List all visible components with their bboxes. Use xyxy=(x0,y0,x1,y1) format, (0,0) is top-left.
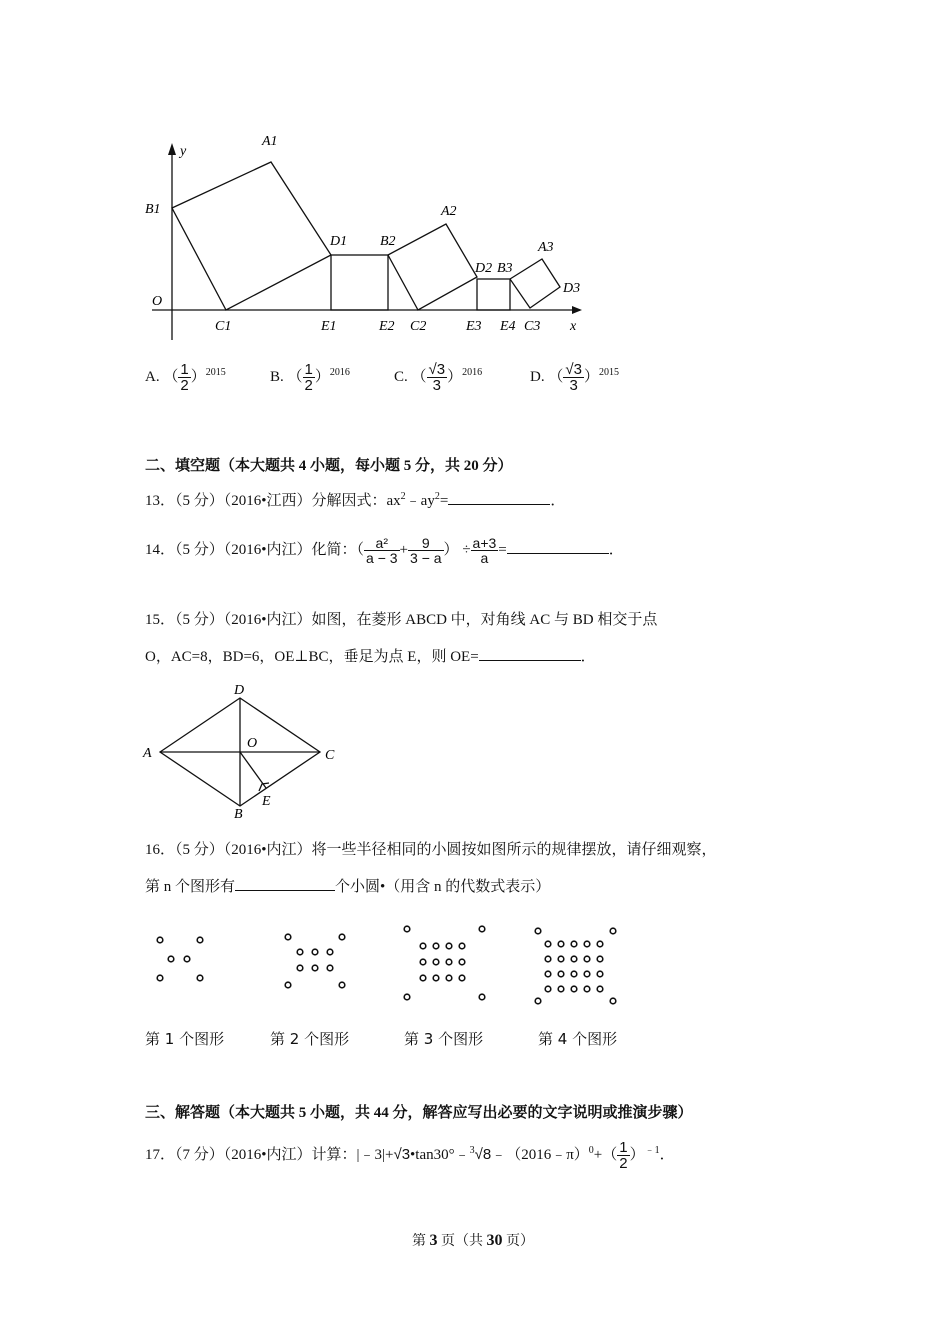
squares-figure xyxy=(140,125,600,345)
label-d3: D3 xyxy=(563,281,581,296)
question-15-line2: O，AC=8，BD=6，OE⊥BC，垂足为点 E，则 OE= ． xyxy=(145,645,596,666)
caption-2: 第 2 个图形 xyxy=(270,1030,350,1048)
label-a3: A3 xyxy=(538,240,554,255)
rhombus-figure xyxy=(138,680,348,820)
choice-b: B. （ $\frac{1}{2}$ ）$^{2016}$ xyxy=(270,361,350,394)
question-16-line2: 第 n 个图形有 个小圆•（用含 n 的代数式表示） xyxy=(145,875,550,896)
fraction: $\frac{1}{2}$ xyxy=(619,1139,628,1172)
choice-c: C. （ $\frac{√3}{3}$ ）$^{2016}$ xyxy=(394,361,483,394)
label-c3: C3 xyxy=(524,319,541,334)
label-b2: B2 xyxy=(380,234,396,249)
label-d: D xyxy=(234,683,245,698)
section-3-title: 三、解答题（本大题共 5 小题，共 44 分，解答应写出必要的文字说明或推演步骤） xyxy=(145,1105,693,1121)
label-x: x xyxy=(570,319,577,334)
choice-a: A. （ $\frac{1}{2}$ ）$^{2015}$ xyxy=(145,361,226,394)
choice-d: D. （ $\frac{√3}{3}$ ）$^{2015}$ xyxy=(530,361,619,394)
answer-blank xyxy=(448,490,550,505)
label-e3: E3 xyxy=(466,319,482,334)
label-d2: D2 xyxy=(475,261,493,276)
label-c: C xyxy=(325,748,335,763)
answer-blank xyxy=(235,876,335,891)
pattern-1 xyxy=(157,937,203,981)
fraction: $\frac{√3}{3}$ xyxy=(428,361,446,394)
label-c1: C1 xyxy=(215,319,232,334)
label-a1: A1 xyxy=(262,134,278,149)
label-e: E xyxy=(262,794,271,809)
fraction: $\frac{1}{2}$ xyxy=(304,361,313,394)
pattern-2 xyxy=(285,934,345,988)
choice-letter: D. xyxy=(530,368,545,385)
page-footer: 第 3 页（共 30 页） xyxy=(412,1232,534,1249)
circle-patterns-figure xyxy=(145,915,645,1015)
fraction: $\frac{a+3}{a}$ xyxy=(472,535,497,566)
label-b3: B3 xyxy=(497,261,513,276)
question-16-line1: 16．（5 分）（2016•内江）将一些半径相同的小圆按如图所示的规律摆放，请仔细观察， xyxy=(145,842,717,858)
question-13: 13．（5 分）（2016•江西）分解因式：$ax^2﹣ay^2=$ ． xyxy=(145,491,566,509)
label-b: B xyxy=(234,807,243,820)
label-e1: E1 xyxy=(321,319,337,334)
rect-d1-b2 xyxy=(331,255,388,310)
label-e2: E2 xyxy=(379,319,395,334)
question-15-line1: 15．（5 分）（2016•内江）如图，在菱形 ABCD 中，对角线 AC 与 BD 相交于点 xyxy=(145,612,658,628)
caption-4: 第 4 个图形 xyxy=(538,1030,618,1048)
label-y: y xyxy=(180,144,187,159)
choice-letter: B. xyxy=(270,368,284,385)
caption-3: 第 3 个图形 xyxy=(404,1030,484,1048)
fraction: $\frac{\text{a²}}{a - 3}$ xyxy=(366,535,398,566)
label-b1: B1 xyxy=(145,202,161,217)
pattern-3 xyxy=(404,926,485,1000)
label-a: A xyxy=(143,746,152,761)
answer-blank xyxy=(479,646,581,661)
square-2 xyxy=(388,224,477,310)
label-a2: A2 xyxy=(441,204,457,219)
rect-d2-b3 xyxy=(477,279,510,310)
question-17: 17．（7 分）（2016•内江）计算：|﹣3|+√3•tan30°﹣$^3$√8﹣（2016﹣π）$^0$+（ $\frac{1}{2}$ ）$^{﹣1}$． xyxy=(145,1139,675,1172)
page-total: 30 xyxy=(486,1232,503,1249)
section-2-title: 二、填空题（本大题共 4 小题，每小题 5 分，共 20 分） xyxy=(145,458,513,474)
page-number: 3 xyxy=(429,1232,438,1249)
fraction: $\frac{9}{3 - a}$ xyxy=(410,535,442,566)
square-1 xyxy=(172,162,331,310)
fraction: $\frac{√3}{3}$ xyxy=(565,361,582,394)
label-d1: D1 xyxy=(330,234,348,249)
choice-letter: A. xyxy=(145,368,160,385)
choice-letter: C. xyxy=(394,368,408,385)
pattern-4 xyxy=(535,928,616,1004)
label-o: O xyxy=(152,294,163,309)
square-3 xyxy=(510,259,560,308)
caption-1: 第 1 个图形 xyxy=(145,1030,225,1048)
label-o: O xyxy=(247,736,258,751)
question-14: 14．（5 分）（2016•内江）化简：（ $\frac{\text{a²}}{a - 3}$ + $\frac{9}{3 - a}$ ） ÷ $\frac{a+3}{a}$ = ． xyxy=(145,535,624,566)
fraction: $\frac{1}{2}$ xyxy=(180,361,189,394)
answer-blank xyxy=(507,539,609,554)
label-e4: E4 xyxy=(500,319,516,334)
label-c2: C2 xyxy=(410,319,427,334)
